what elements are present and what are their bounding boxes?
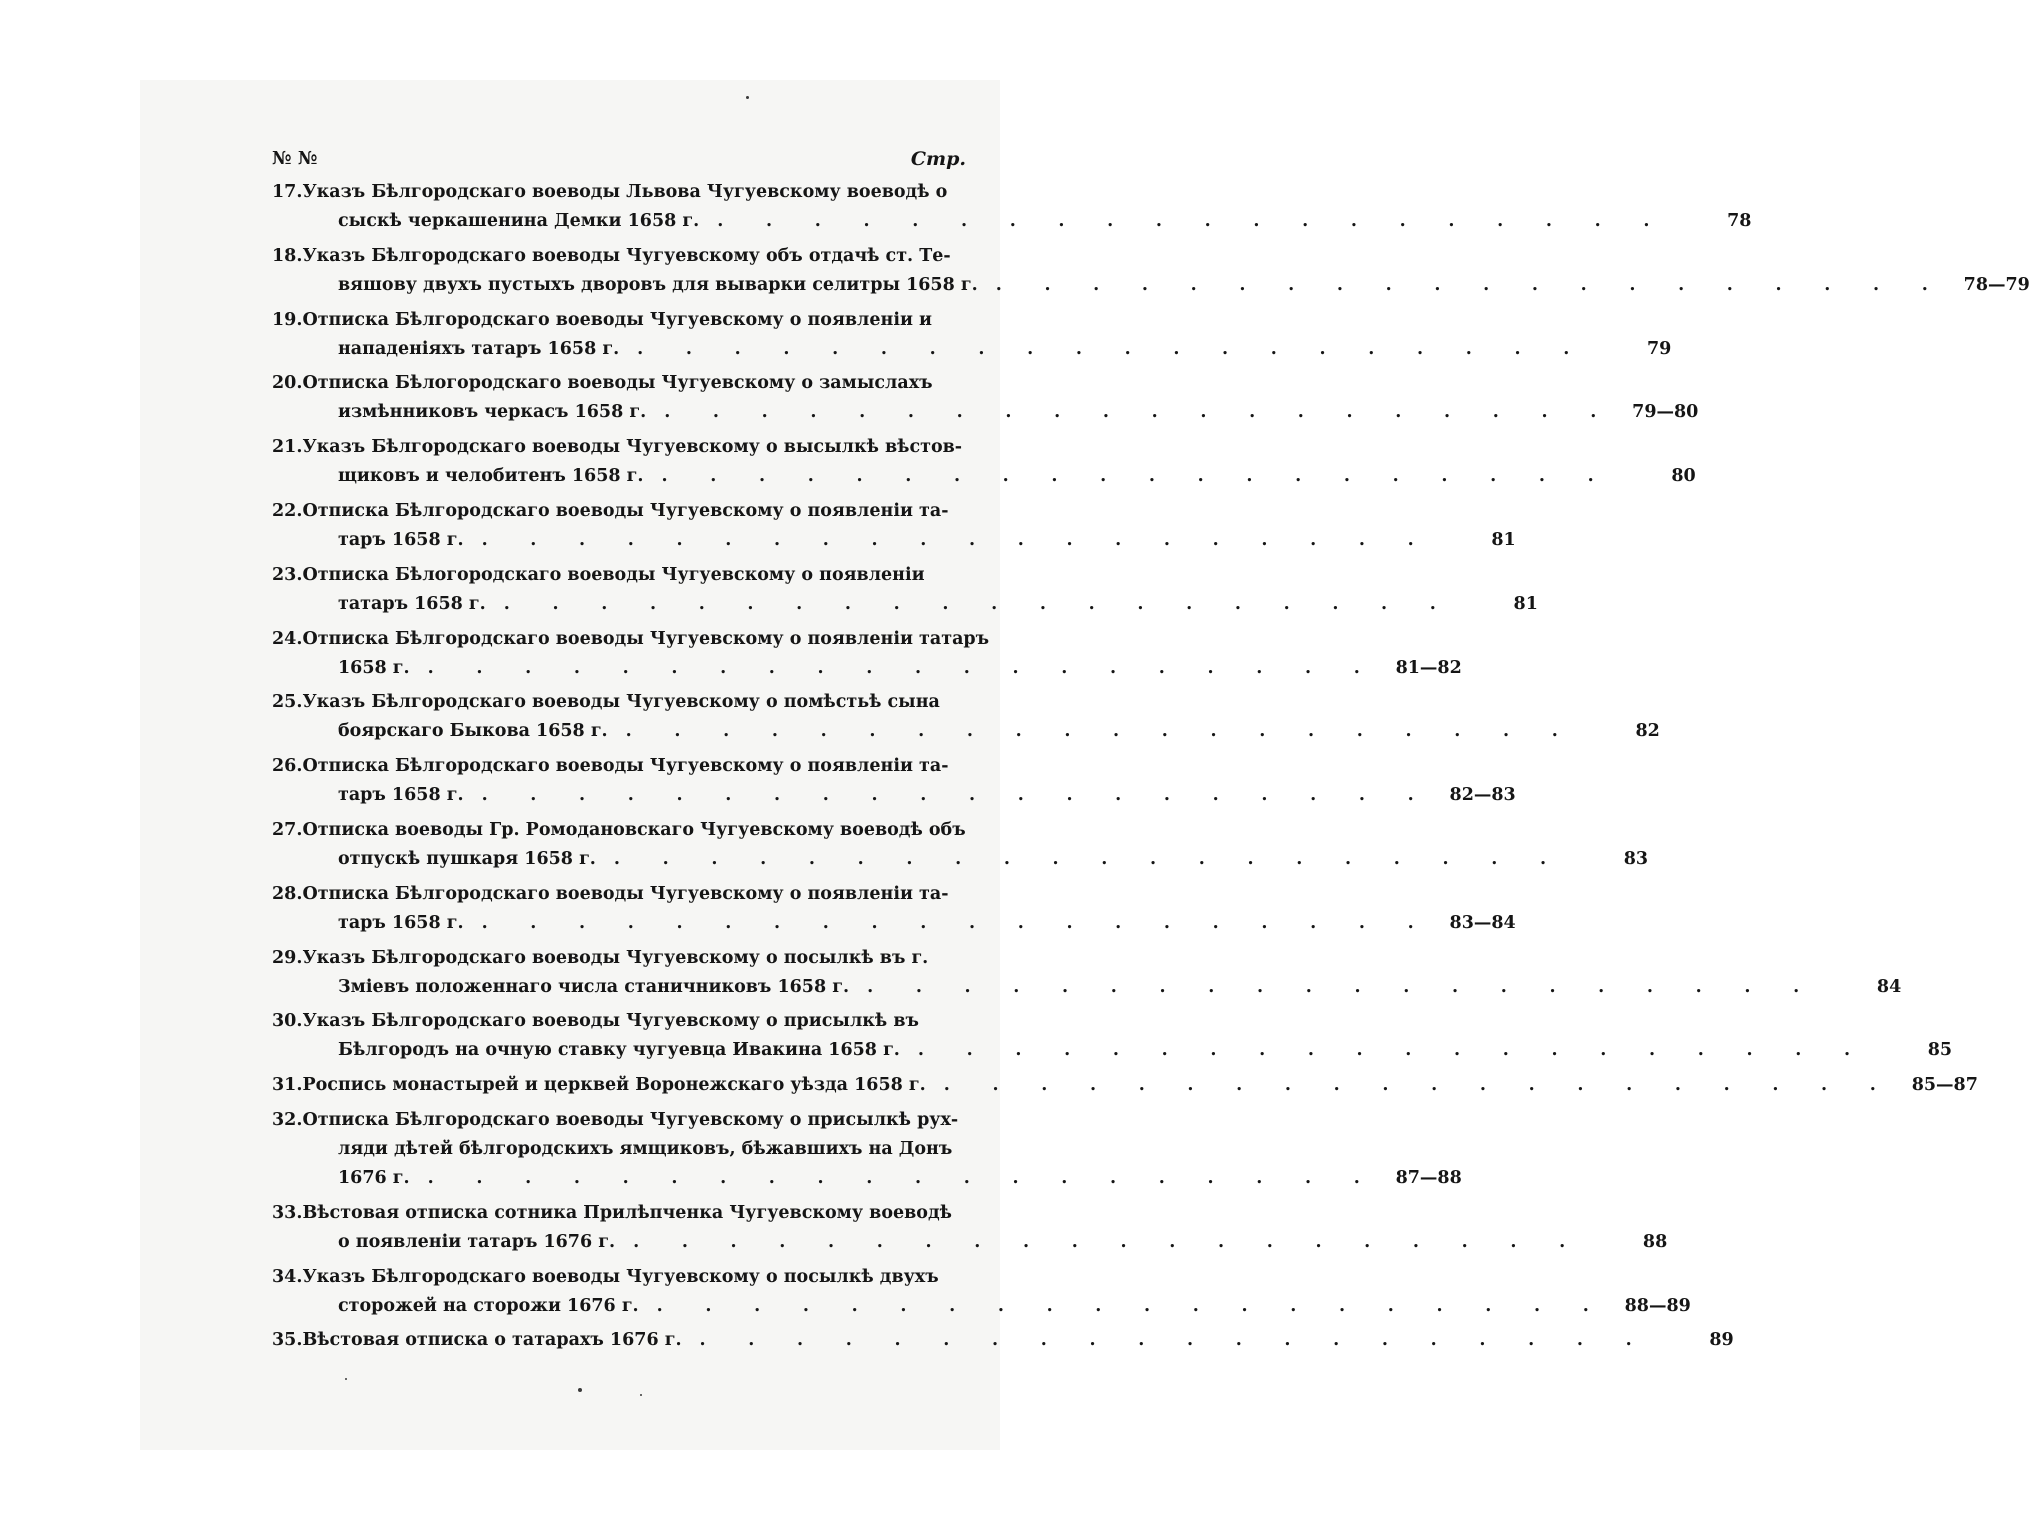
- entry-title-line: Отписка Бѣлгородскаго воеводы Чугуевскому о появленіи и: [302, 309, 933, 330]
- toc-entry: [272, 752, 1516, 810]
- dot-leader: [662, 462, 1594, 491]
- entry-page-number: 79—80: [1632, 402, 1699, 423]
- toc-entry-line: [272, 462, 1696, 491]
- entry-title-line: Вѣстовая отписка сотника Прилѣпченка Чугуевскому воеводѣ: [302, 1202, 952, 1223]
- entry-title-last-line: щиковъ и челобитенъ 1658 г.: [338, 466, 644, 487]
- dot-leader: [482, 909, 1414, 938]
- toc-entry: [272, 306, 1672, 364]
- entry-number: 30.: [272, 1011, 303, 1032]
- toc-entry-line: [272, 816, 978, 845]
- print-speck: [640, 1394, 642, 1396]
- toc-entry: [272, 944, 1902, 1002]
- dot-leader: [614, 845, 1546, 874]
- toc-entry-line: [272, 973, 1902, 1002]
- toc-entry: [272, 561, 1538, 619]
- entry-number: 18.: [272, 245, 303, 266]
- entry-number: 26.: [272, 756, 303, 777]
- entry-page-number: 82—83: [1449, 785, 1516, 806]
- toc-entry: [272, 497, 1516, 555]
- toc-entry: [272, 178, 1752, 236]
- entry-title-line: Отписка Бѣлогородскаго воеводы Чугуевскому о появленіи: [302, 564, 925, 585]
- toc-entry-line: [272, 561, 978, 590]
- dot-leader: [626, 717, 1558, 746]
- entry-title-line: Отписка Бѣлгородскаго воеводы Чугуевскому о появленіи та-: [302, 500, 949, 521]
- toc-entry: [272, 1263, 1691, 1321]
- toc-entry-line: [272, 242, 978, 271]
- entry-title-line: Отписка Бѣлогородскаго воеводы Чугуевскому о замыслахъ: [302, 373, 933, 394]
- toc-entry-line: [272, 880, 978, 909]
- entry-title-line: Отписка Бѣлгородскаго воеводы Чугуевскому о присылкѣ рух-: [302, 1109, 959, 1130]
- dot-leader: [918, 1036, 1850, 1065]
- toc-entry-line: [272, 944, 978, 973]
- entry-title-last-line: измѣнниковъ черкасъ 1658 г.: [338, 402, 647, 423]
- toc-entry: [272, 688, 1660, 746]
- table-of-contents: [272, 178, 2030, 1361]
- entry-title-last-line: таръ 1658 г.: [338, 529, 464, 550]
- entry-number: 34.: [272, 1266, 303, 1287]
- entry-page-number: 78: [1727, 211, 1752, 231]
- entry-title-last-line: Зміевъ положеннаго числа станичниковъ 1658 г.: [338, 976, 850, 997]
- dot-leader: [944, 1071, 1876, 1100]
- entry-title-line: Указъ Бѣлгородскаго воеводы Чугуевскому о посылкѣ въ г.: [302, 947, 929, 968]
- entry-title-last-line: Роспись монастырей и церквей Воронежскаго уѣзда 1658 г.: [302, 1075, 926, 1096]
- entry-page-number: 82: [1635, 721, 1660, 742]
- entry-page-number: 85—87: [1911, 1075, 1978, 1096]
- dot-leader: [482, 526, 1414, 555]
- dot-leader: [867, 973, 1799, 1002]
- entry-page-number: 80: [1671, 466, 1696, 487]
- entry-number: 24.: [272, 628, 303, 649]
- toc-entry: [272, 433, 1696, 491]
- dot-leader: [664, 398, 1596, 427]
- toc-entry: [272, 625, 1462, 683]
- entry-page-number: 85: [1927, 1040, 1953, 1061]
- entry-title-line: Указъ Бѣлгородскаго воеводы Чугуевскому о помѣстьѣ сына: [302, 692, 940, 713]
- entry-title-last-line: Бѣлгородъ на очную ставку чугуевца Ивакина 1658 г.: [338, 1040, 900, 1061]
- toc-entry-line: [272, 1071, 1978, 1100]
- entry-number: 20.: [272, 373, 303, 394]
- toc-entry-line: [272, 781, 1516, 810]
- toc-entry-line: [272, 1228, 1668, 1257]
- toc-entry-line: [272, 688, 978, 717]
- toc-entry-line: [272, 1036, 1953, 1065]
- dot-leader: [700, 1326, 1632, 1355]
- toc-entry-line: [272, 178, 978, 207]
- toc-entry-line: [272, 654, 1462, 683]
- toc-entry-line: [272, 717, 1660, 746]
- entry-number: 28.: [272, 883, 303, 904]
- toc-entry-line: [272, 335, 1672, 364]
- toc-entry-line: [272, 1135, 978, 1164]
- entry-number: 32.: [272, 1109, 303, 1130]
- entry-title-line: Указъ Бѣлгородскаго воеводы Чугуевскому о присылкѣ въ: [302, 1011, 919, 1032]
- entry-title-last-line: сторожей на сторожи 1676 г.: [338, 1295, 639, 1316]
- entry-title-last-line: 1658 г.: [338, 657, 410, 678]
- entry-number: 19.: [272, 309, 303, 330]
- toc-entry-line: [272, 1326, 1734, 1355]
- entry-number: 31.: [272, 1075, 303, 1096]
- entry-number: 35.: [272, 1330, 303, 1351]
- entry-title-line: Отписка Бѣлгородскаго воеводы Чугуевскому о появленіи та-: [302, 883, 949, 904]
- dot-leader: [637, 335, 1569, 364]
- toc-entry-line: [272, 752, 978, 781]
- entry-title-last-line: отпускѣ пушкаря 1658 г.: [338, 848, 596, 869]
- entry-number: 27.: [272, 819, 303, 840]
- entry-title-line: Указъ Бѣлгородскаго воеводы Чугуевскому о посылкѣ двухъ: [302, 1266, 939, 1287]
- toc-entry-line: [272, 306, 978, 335]
- entry-page-number: 89: [1709, 1330, 1734, 1351]
- toc-entry: [272, 1326, 1734, 1355]
- print-speck: [746, 96, 749, 99]
- entry-number: 23.: [272, 564, 303, 585]
- entry-title-last-line: 1676 г.: [338, 1167, 410, 1188]
- entry-page-number: 87—88: [1395, 1167, 1462, 1188]
- entry-title-last-line: вяшову двухъ пустыхъ дворовъ для выварки селитры 1658 г.: [338, 274, 978, 295]
- dot-leader: [428, 1164, 1360, 1193]
- dot-leader: [482, 781, 1414, 810]
- page-column-label: Стр.: [910, 148, 966, 170]
- entry-page-number: 84: [1876, 976, 1902, 997]
- dot-leader: [717, 207, 1649, 236]
- entry-title-line: Указъ Бѣлгородскаго воеводы Чугуевскому о высылкѣ вѣстов-: [302, 437, 963, 458]
- entry-number: 22.: [272, 500, 303, 521]
- dot-leader: [996, 271, 1928, 300]
- entry-page-number: 79: [1646, 338, 1672, 359]
- toc-entry: [272, 1106, 1462, 1193]
- dot-leader: [633, 1228, 1565, 1257]
- entry-title-line: Отписка Бѣлгородскаго воеводы Чугуевскому о появленіи татаръ: [302, 628, 990, 649]
- print-speck: [578, 1388, 582, 1392]
- toc-entry-line: [272, 909, 1516, 938]
- entry-title-last-line: Вѣстовая отписка о татарахъ 1676 г.: [302, 1330, 682, 1351]
- entry-number: 29.: [272, 947, 303, 968]
- toc-entry-line: [272, 1292, 1691, 1321]
- toc-entry: [272, 880, 1516, 938]
- entry-title-last-line: таръ 1658 г.: [338, 785, 464, 806]
- entry-page-number: 81—82: [1395, 657, 1462, 678]
- toc-entry-line: [272, 433, 978, 462]
- entry-title-last-line: сыскѣ черкашенина Демки 1658 г.: [338, 211, 700, 231]
- toc-entry: [272, 816, 1649, 874]
- toc-entry-line: [272, 1106, 978, 1135]
- entry-title-line: Отписка воеводы Гр. Ромодановскаго Чугуевскому воеводѣ объ: [302, 819, 966, 840]
- toc-entry-line: [272, 1164, 1462, 1193]
- entry-page-number: 88: [1642, 1231, 1668, 1252]
- toc-entry-line: [272, 625, 990, 654]
- toc-entry: [272, 1007, 1953, 1065]
- toc-entry-line: [272, 369, 978, 398]
- toc-header: [272, 148, 966, 178]
- entry-number: 25.: [272, 692, 303, 713]
- dot-leader: [504, 590, 1436, 619]
- entry-number: 21.: [272, 437, 303, 458]
- toc-entry-line: [272, 207, 1752, 236]
- entry-title-last-line: таръ 1658 г.: [338, 912, 464, 933]
- entry-title-last-line: боярскаго Быкова 1658 г.: [338, 721, 608, 742]
- toc-entry-line: [272, 1007, 978, 1036]
- entry-title-last-line: нападеніяхъ татаръ 1658 г.: [338, 338, 620, 359]
- toc-entry-line: [272, 271, 2030, 300]
- print-speck: [345, 1378, 347, 1380]
- toc-entry-line: [272, 497, 978, 526]
- entry-page-number: 81: [1491, 529, 1516, 550]
- entry-title-line: Отписка Бѣлгородскаго воеводы Чугуевскому о появленіи та-: [302, 756, 949, 777]
- number-column-label: № №: [272, 148, 318, 169]
- toc-entry: [272, 1199, 1668, 1257]
- toc-entry-line: [272, 526, 1516, 555]
- toc-entry-line: [272, 1199, 978, 1228]
- entry-number: 33.: [272, 1202, 303, 1223]
- toc-entry-line: [272, 845, 1649, 874]
- toc-entry-line: [272, 1263, 978, 1292]
- entry-page-number: 83—84: [1449, 912, 1516, 933]
- toc-entry: [272, 242, 2030, 300]
- toc-entry-line: [272, 398, 1699, 427]
- entry-title-line: ляди дѣтей бѣлгородскихъ ямщиковъ, бѣжавшихъ на Донъ: [338, 1138, 953, 1159]
- entry-page-number: 81: [1513, 593, 1538, 614]
- toc-entry: [272, 1071, 1978, 1100]
- entry-title-last-line: о появленіи татаръ 1676 г.: [338, 1231, 616, 1252]
- entry-page-number: 88—89: [1624, 1295, 1691, 1316]
- entry-title-line: Указъ Бѣлгородскаго воеводы Чугуевскому объ отдачѣ ст. Те-: [302, 245, 951, 266]
- entry-title-last-line: татаръ 1658 г.: [338, 593, 486, 614]
- toc-entry-line: [272, 590, 1538, 619]
- entry-page-number: 78—79: [1963, 274, 2030, 295]
- dot-leader: [657, 1292, 1589, 1321]
- toc-entry: [272, 369, 1699, 427]
- entry-number: 17.: [272, 182, 303, 202]
- entry-page-number: 83: [1623, 848, 1649, 869]
- entry-title-line: Указъ Бѣлгородскаго воеводы Львова Чугуевскому воеводѣ о: [302, 182, 948, 202]
- dot-leader: [428, 654, 1360, 683]
